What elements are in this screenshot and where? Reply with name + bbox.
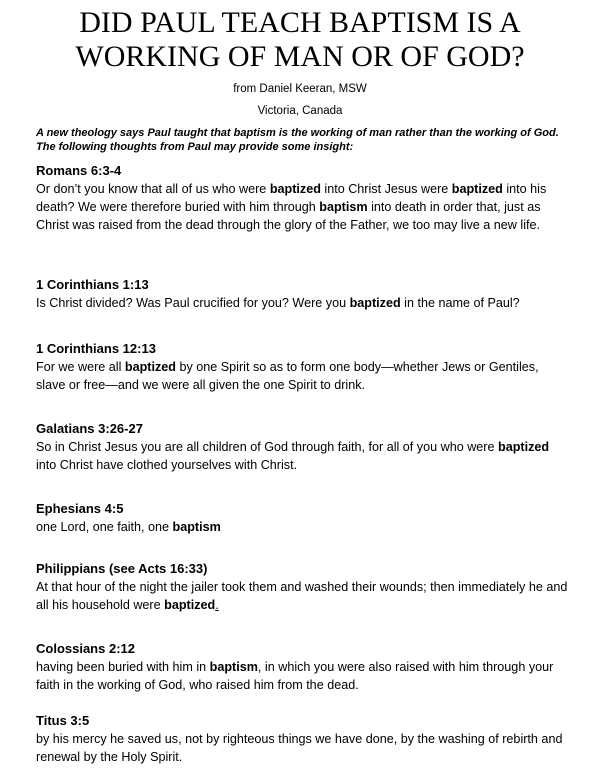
keyword: baptized [349,296,401,310]
keyword: baptized [269,182,321,196]
passage-reference: Galatians 3:26-27 [36,421,143,436]
passage-text: At that hour of the night the jailer took them and washed their wounds; then immediately he and all his household were baptized. [36,580,568,612]
passage-reference: Romans 6:3-4 [36,163,122,178]
passage-text: For we were all baptized by one Spirit so as to form one body—whether Jews or Gentiles, slave or free—and we were all given the one Spirit to drink. [36,360,539,392]
passage-reference: Ephesians 4:5 [36,501,124,516]
passage-text: So in Christ Jesus you are all children of God through faith, for all of you who were baptized into Christ have clothed yourselves with Christ. [36,440,550,472]
passage-reference: Titus 3:5 [36,713,90,728]
location-line: Victoria, Canada [257,105,343,117]
passage-reference: 1 Corinthians 12:13 [36,341,156,356]
passage-reference: Colossians 2:12 [36,641,135,656]
passage-1-corinthians-1 [36,276,570,312]
passage-colossians [36,640,570,694]
intro-paragraph: A new theology says Paul taught that baptism is the working of man rather than the working of God. The following thoughts from Paul may provide some insight: [36,127,559,153]
keyword: baptized [451,182,503,196]
author-line: from Daniel Keeran, MSW [233,83,367,95]
passage-text: one Lord, one faith, one baptism [36,520,221,534]
passage-text: by his mercy he saved us, not by righteous things we have done, by the washing of rebirth and renewal by the Holy Spirit. [36,732,563,764]
title-line-1: DID PAUL TEACH BAPTISM IS A [79,6,521,39]
passage-text: having been buried with him in baptism, in which you were also raised with him through your faith in the working of God, who raised him from the dead. [36,660,554,692]
passage-philippians [36,560,570,614]
passage-reference: 1 Corinthians 1:13 [36,277,149,292]
keyword: baptized [164,598,216,612]
keyword: baptized [498,440,550,454]
passage-text: Or don’t you know that all of us who were baptized into Christ Jesus were baptized into his death? We were therefore buried with him through baptism into death in order that, just as Christ was raised from the dead through the glory of the Father, we too may live a new life. [36,182,547,232]
document-title [0,6,600,74]
keyword: baptism [172,520,221,534]
passage-reference: Philippians (see Acts 16:33) [36,561,208,576]
passage-romans [36,162,570,234]
passage-titus [36,712,570,766]
passage-text: Is Christ divided? Was Paul crucified for you? Were you baptized in the name of Paul? [36,296,520,310]
passage-ephesians [36,500,570,536]
title-line-2: WORKING OF MAN OR OF GOD? [75,40,525,73]
keyword: baptism [319,200,368,214]
keyword: baptized [124,360,176,374]
passage-galatians [36,420,570,474]
keyword: baptism [209,660,258,674]
passage-1-corinthians-12 [36,340,570,394]
